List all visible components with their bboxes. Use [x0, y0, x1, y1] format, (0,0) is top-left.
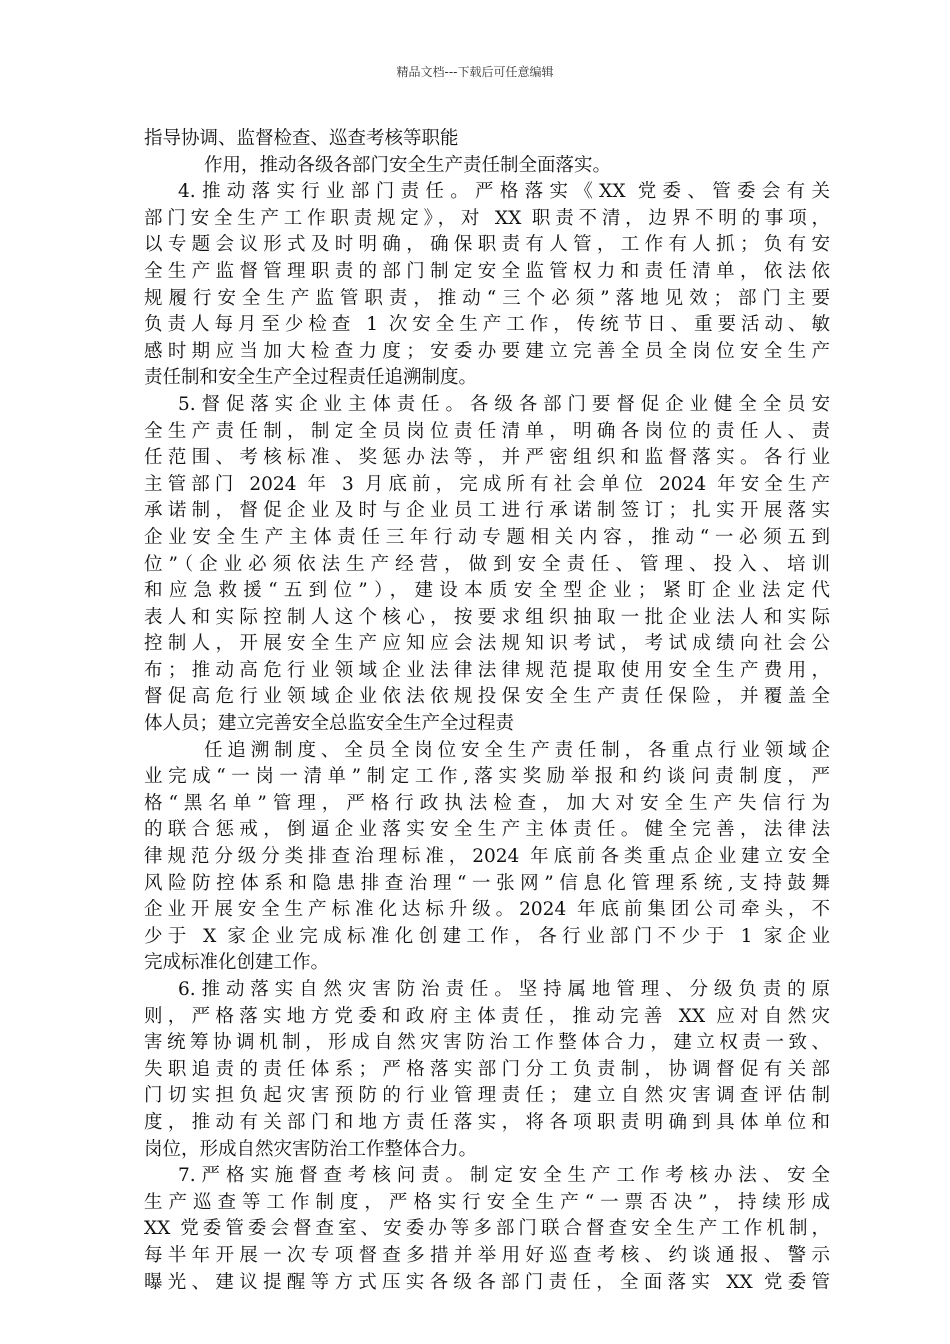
- text-line: 主管部门 2024 年 3 月底前，完成所有社会单位 2024 年安全生产: [144, 473, 830, 495]
- text-line: 的联合惩戒，倒逼企业落实安全生产主体责任。健全完善，法律法: [144, 819, 830, 841]
- text-line: 和应急救援“五到位”），建设本质安全型企业；紧盯企业法定代: [144, 580, 830, 602]
- text-line: 企业开展安全生产标准化达标升级。2024 年底前集团公司牵头，不: [144, 899, 830, 921]
- text-line: 度，推动有关部门和地方责任落实，将各项职责明确到具体单位和: [144, 1111, 830, 1133]
- page-header: 精品文档---下载后可任意编辑: [396, 65, 554, 79]
- text-line: 任范围、考核标准、奖惩办法等，并严密组织和监督落实。各行业: [144, 447, 830, 469]
- text-line: 体人员；建立完善安全总监安全生产全过程责: [144, 713, 515, 735]
- text-line: 7.严格实施督查考核问责。制定安全生产工作考核办法、安全: [178, 1165, 830, 1187]
- text-line: 部门安全生产工作职责规定》，对 XX 职责不清，边界不明的事项，: [144, 207, 830, 229]
- document-body: [144, 126, 830, 1296]
- text-line: 位”（企业必须依法生产经营，做到安全责任、管理、投入、培训: [144, 553, 830, 575]
- text-line: 则，严格落实地方党委和政府主体责任，推动完善 XX 应对自然灾: [144, 1005, 830, 1027]
- text-line: 负责人每月至少检查 1 次安全生产工作，传统节日、重要活动、敏: [144, 314, 830, 336]
- text-line: 规履行安全生产监管职责，推动“三个必须”落地见效；部门主要: [144, 287, 830, 309]
- text-line: 责任制和安全生产全过程责任追溯制度。: [144, 367, 478, 389]
- text-line: 5.督促落实企业主体责任。各级各部门要督促企业健全全员安: [178, 393, 830, 415]
- text-line: 格“黑名单”管理，严格行政执法检查，加大对安全生产失信行为: [144, 792, 830, 814]
- text-line: 害统筹协调机制，形成自然灾害防治工作整体合力，建立权责一致、: [144, 1032, 830, 1054]
- text-line: 业完成“一岗一清单”制定工作,落实奖励举报和约谈问责制度，严: [144, 766, 830, 788]
- text-line: 全生产监督管理职责的部门制定安全监管权力和责任清单，依法依: [144, 260, 830, 282]
- text-line: 岗位，形成自然灾害防治工作整体合力。: [144, 1138, 478, 1160]
- text-line: 生产巡查等工作制度，严格实行安全生产“一票否决”，持续形成: [144, 1191, 830, 1213]
- text-line: 表人和实际控制人这个核心，按要求组织抽取一批企业法人和实际: [144, 606, 830, 628]
- text-line: 任追溯制度、全员全岗位安全生产责任制，各重点行业领域企: [204, 739, 830, 761]
- text-line: 承诺制，督促企业及时与企业员工进行承诺制签订；扎实开展落实: [144, 500, 830, 522]
- text-line: 4.推动落实行业部门责任。严格落实《XX 党委、管委会有关: [178, 181, 830, 203]
- text-line: 督促高危行业领域企业依法依规投保安全生产责任保险，并覆盖全: [144, 686, 830, 708]
- text-line: 控制人，开展安全生产应知应会法规知识考试，考试成绩向社会公: [144, 633, 830, 655]
- text-line: 完成标准化创建工作。: [144, 952, 330, 974]
- text-line: 失职追责的责任体系；严格落实部门分工负责制，协调督促有关部: [144, 1058, 830, 1080]
- text-line: 风险防控体系和隐患排查治理“一张网”信息化管理系统,支持鼓舞: [144, 872, 830, 894]
- text-line: XX 党委管委会督查室、安委办等多部门联合督查安全生产工作机制，: [144, 1218, 830, 1240]
- text-line: 全生产责任制，制定全员岗位责任清单，明确各岗位的责任人、责: [144, 420, 830, 442]
- text-line: 每半年开展一次专项督查多措并举用好巡查考核、约谈通报、警示: [144, 1244, 830, 1266]
- text-line: 感时期应当加大检查力度；安委办要建立完善全员全岗位安全生产: [144, 340, 830, 362]
- text-line: 律规范分级分类排查治理标准，2024 年底前各类重点企业建立安全: [144, 846, 830, 868]
- text-line: 指导协调、监督检查、巡查考核等职能: [144, 128, 459, 149]
- text-line: 作用，推动各级各部门安全生产责任制全面落实。: [204, 154, 612, 176]
- text-line: 6.推动落实自然灾害防治责任。坚持属地管理、分级负责的原: [178, 979, 830, 1000]
- text-line: 曝光、建议提醒等方式压实各级各部门责任，全面落实 XX 党委管: [144, 1271, 830, 1293]
- text-line: 企业安全生产主体责任三年行动专题相关内容，推动“一必须五到: [144, 526, 830, 548]
- text-line: 以专题会议形式及时明确，确保职责有人管，工作有人抓；负有安: [144, 234, 830, 256]
- text-line: 门切实担负起灾害预防的行业管理责任；建立自然灾害调查评估制: [144, 1085, 830, 1107]
- text-line: 布；推动高危行业领域企业法律法律规范提取使用安全生产费用，: [144, 659, 830, 681]
- text-line: 少于 X 家企业完成标准化创建工作，各行业部门不少于 1 家企业: [144, 925, 830, 947]
